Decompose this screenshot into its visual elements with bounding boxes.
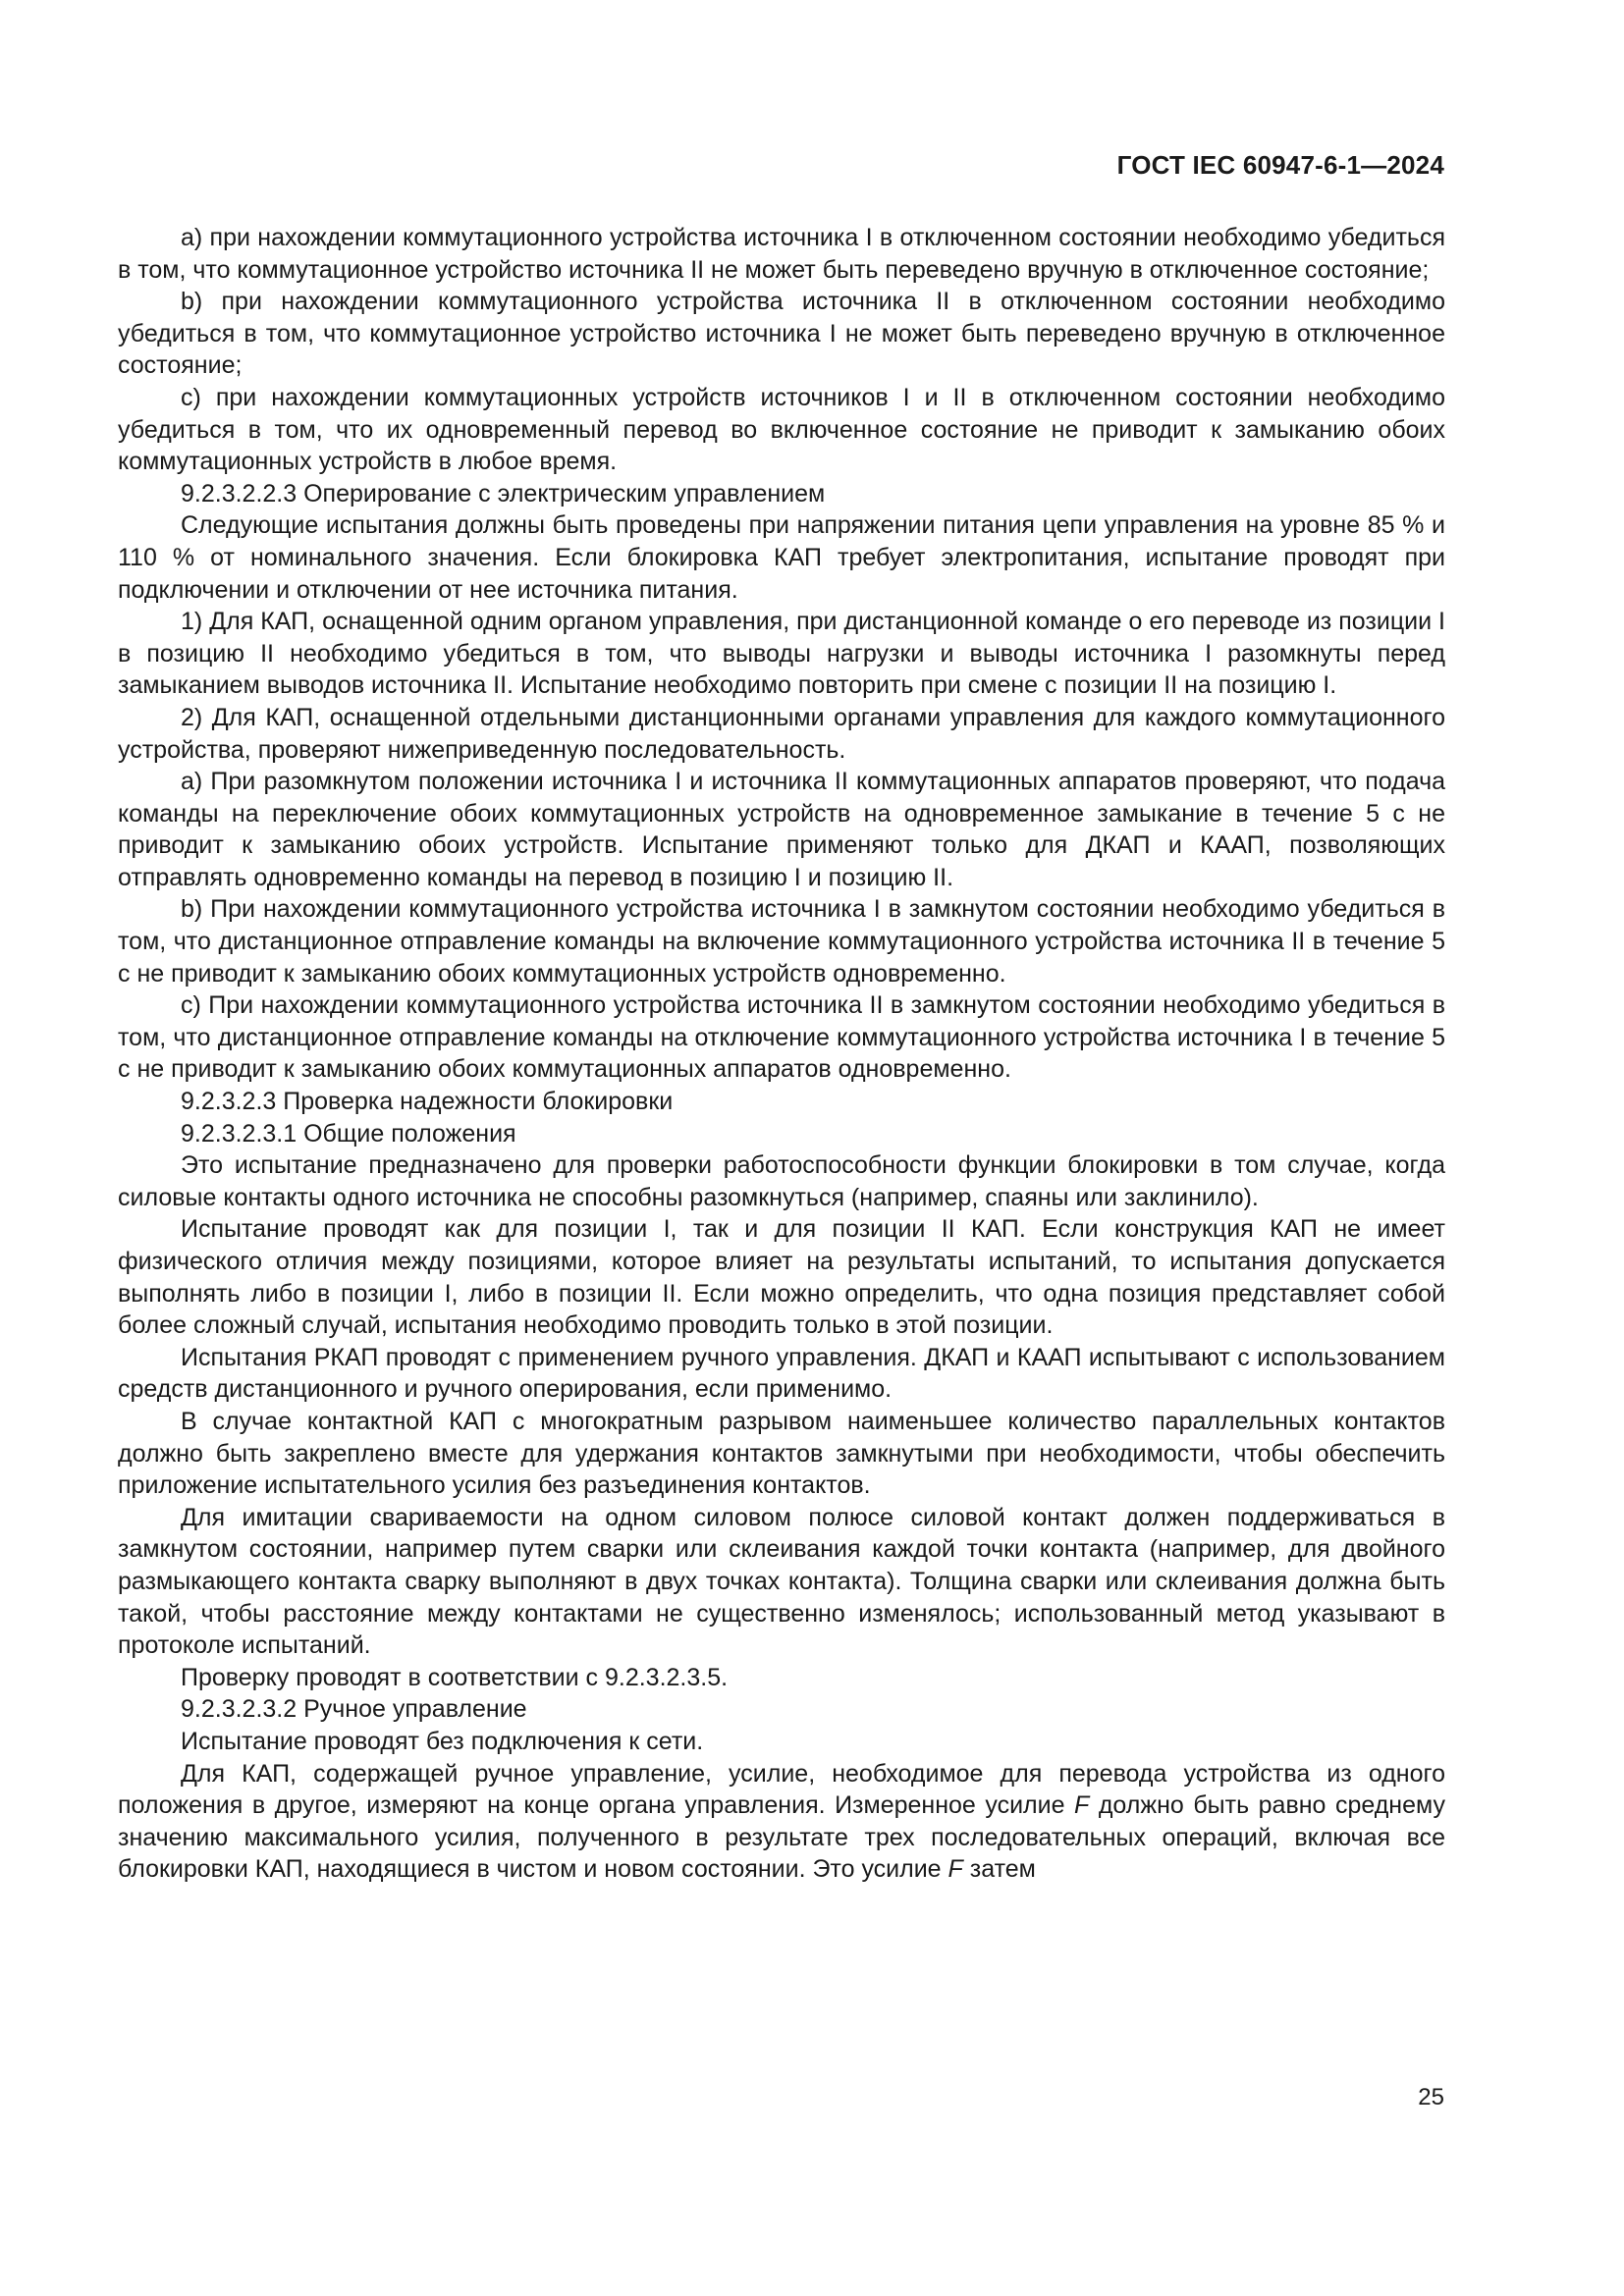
paragraph: Испытания РКАП проводят с применением ручного управления. ДКАП и КААП испытывают с использованием средств дистанционного и ручного оперирования, если применимо. bbox=[118, 1343, 1445, 1404]
paragraph-item-c: с) при нахождении коммутационных устройств источников I и II в отключенном состоянии необходимо убедиться в том, что их одновременный перевод во включенное состояние не приводит к замыканию обоих коммутационных устройств в любое время. bbox=[118, 383, 1445, 476]
paragraph-item-2: 2) Для КАП, оснащенной отдельными дистанционными органами управления для каждого коммутационного устройства, проверяют нижеприведенную последовательность. bbox=[118, 703, 1445, 764]
document-header: ГОСТ IEC 60947-6-1—2024 bbox=[1116, 150, 1444, 180]
paragraph-item-1: 1) Для КАП, оснащенной одним органом управления, при дистанционной команде о его переводе из позиции I в позицию II необходимо убедиться в том, что выводы нагрузки и выводы источника I разомкнуты перед замыканием выводов источника II. Испытание необходимо повторить при смене с позиции II на позицию I. bbox=[118, 608, 1445, 700]
paragraph-item-a: а) При разомкнутом положении источника I и источника II коммутационных аппаратов проверяют, что подача команды на переключение обоих коммутационных устройств на одновременное замыкание в течение 5 с не приводит к замыканию обоих устройств. Испытание применяют только для ДКАП и КААП, позволяющих отправлять одновременно команды на перевод в позицию I и позицию II. bbox=[118, 768, 1445, 891]
paragraph: В случае контактной КАП с многократным разрывом наименьшее количество параллельных контактов должно быть закреплено вместе для удержания контактов замкнутыми при необходимости, чтобы обеспечить приложение испытательного усилия без разъединения контактов. bbox=[118, 1407, 1445, 1500]
variable-f: F bbox=[1074, 1791, 1090, 1820]
paragraph: Это испытание предназначено для проверки работоспособности функции блокировки в том случае, когда силовые контакты одного источника не способны разомкнуться (например, спаяны или заклинило). bbox=[118, 1151, 1445, 1211]
section-heading: 9.2.3.2.2.3 Оперирование с электрическим управлением bbox=[181, 479, 826, 507]
paragraph-last bbox=[118, 1758, 1445, 1886]
paragraph-item-a: а) при нахождении коммутационного устройства источника I в отключенном состоянии необходимо убедиться в том, что коммутационное устройство источника II не может быть переведено вручную в отключенное состояние; bbox=[118, 224, 1445, 284]
paragraph-item-b: b) При нахождении коммутационного устройства источника I в замкнутом состоянии необходимо убедиться в том, что дистанционное отправление команды на включение коммутационного устройства источника II в течение 5 с не приводит к замыканию обоих коммутационных устройств одновременно. bbox=[118, 895, 1445, 988]
paragraph: Испытание проводят как для позиции I, так и для позиции II КАП. Если конструкция КАП не имеет физического отличия между позициями, которое влияет на результаты испытаний, то испытания допускается выполнять либо в позиции I, либо в позиции II. Если можно определить, что одна позиция представляет собой более сложный случай, испытания необходимо проводить только в этой позиции. bbox=[118, 1215, 1445, 1340]
paragraph-text: Для КАП, содержащей ручное управление, усилие, необходимое для перевода устройства из одного положения в другое, измеряют на конце органа управления. Измеренное усилие bbox=[118, 1759, 1445, 1820]
paragraph-text: затем bbox=[962, 1855, 1036, 1884]
section-heading: 9.2.3.2.3.1 Общие положения bbox=[181, 1119, 516, 1148]
paragraph: Следующие испытания должны быть проведены при напряжении питания цепи управления на уровне 85 % и 110 % от номинального значения. Если блокировка КАП требует электропитания, испытание проводят при подключении и отключении от нее источника питания. bbox=[118, 511, 1445, 604]
paragraph: Испытание проводят без подключения к сети. bbox=[181, 1727, 704, 1755]
paragraph: Проверку проводят в соответствии с 9.2.3.2.3.5. bbox=[181, 1663, 729, 1691]
section-heading: 9.2.3.2.3.2 Ручное управление bbox=[181, 1695, 527, 1724]
page-number: 25 bbox=[1418, 2084, 1444, 2110]
section-heading: 9.2.3.2.3 Проверка надежности блокировки bbox=[181, 1088, 674, 1116]
paragraph-text: должно быть равно среднему значению максимального усилия, полученного в результате трех последовательных операций, включая все блокировки КАП, находящиеся в чистом и новом состоянии. Это усилие bbox=[118, 1791, 1445, 1884]
paragraph: Для имитации свариваемости на одном силовом полюсе силовой контакт должен поддерживаться в замкнутом состоянии, например путем сварки или склеивания каждой точки контакта (например, для двойного размыкающего контакта сварку выполняют в двух точках контакта). Толщина сварки или склеивания должна быть такой, чтобы расстояние между контактами не существенно изменялось; использованный метод указывают в протоколе испытаний. bbox=[118, 1503, 1445, 1660]
variable-f: F bbox=[947, 1855, 963, 1884]
paragraph-item-b: b) при нахождении коммутационного устройства источника II в отключенном состоянии необходимо убедиться в том, что коммутационное устройство источника I не может быть переведено вручную в отключенное состояние; bbox=[118, 288, 1445, 380]
paragraph-item-c: с) При нахождении коммутационного устройства источника II в замкнутом состоянии необходимо убедиться в том, что дистанционное отправление команды на отключение коммутационного устройства источника I в течение 5 с не приводит к замыканию обоих коммутационных аппаратов одновременно. bbox=[118, 991, 1445, 1084]
document-body bbox=[118, 222, 1445, 1886]
